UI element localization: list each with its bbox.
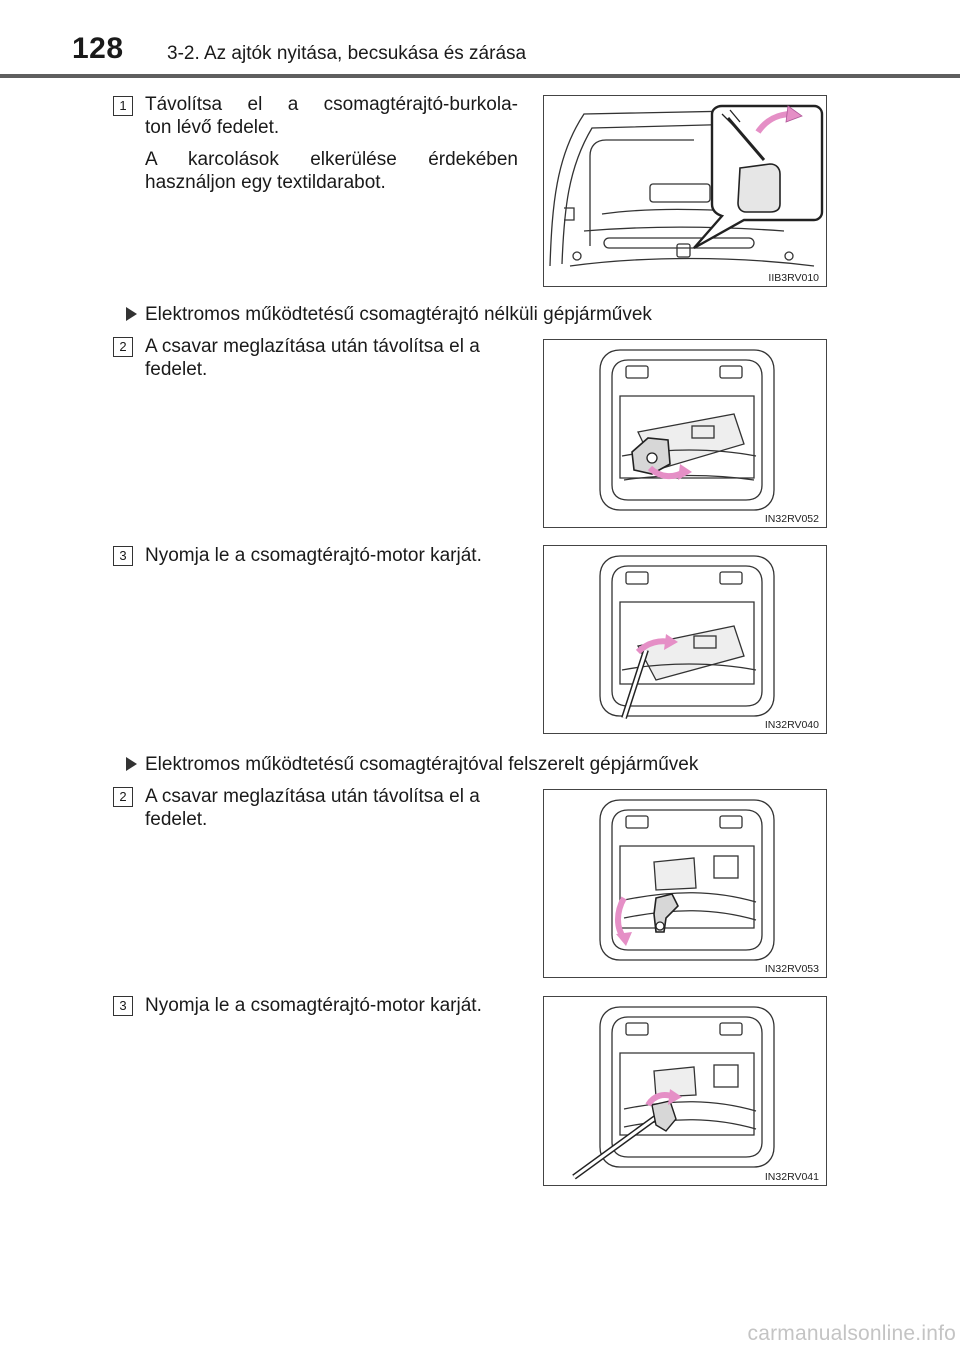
page-header <box>0 0 960 80</box>
figure-push-lever <box>543 545 827 734</box>
figure-code: IIB3RV010 <box>768 272 819 284</box>
step-number-badge: 1 <box>113 96 133 116</box>
step-number-badge: 2 <box>113 787 133 807</box>
note-line: használjon egy textildarabot. <box>145 172 386 193</box>
figure-code: IN32RV040 <box>764 719 819 731</box>
step-number-badge: 3 <box>113 996 133 1016</box>
vehicle-variant-heading <box>126 753 698 776</box>
note-line: A karcolások elkerülése érdekében <box>145 149 518 170</box>
instruction-line: fedelet. <box>145 359 208 380</box>
service-hole-illustration <box>544 790 827 978</box>
figure-code: IN32RV052 <box>764 513 819 525</box>
figure-remove-cover-power <box>543 789 827 978</box>
triangle-bullet-icon <box>126 757 137 771</box>
tailgate-illustration <box>544 96 827 287</box>
instruction-line: fedelet. <box>145 809 208 830</box>
step-instruction <box>145 335 518 381</box>
service-hole-illustration <box>544 340 827 528</box>
instruction-line: A csavar meglazítása után távolítsa el a <box>145 786 480 807</box>
step-note <box>145 148 518 194</box>
figure-push-lever-power <box>543 996 827 1186</box>
step-instruction <box>145 544 518 567</box>
header-rule <box>0 74 960 78</box>
instruction-line: ton lévő fedelet. <box>145 117 280 138</box>
figure-code: IN32RV041 <box>764 1171 819 1183</box>
step-instruction <box>145 994 518 1017</box>
instruction-line: A csavar meglazítása után távolítsa el a <box>145 336 480 357</box>
service-hole-illustration <box>544 546 827 734</box>
step-number-badge: 2 <box>113 337 133 357</box>
figure-code: IN32RV053 <box>764 963 819 975</box>
instruction-line: Távolítsa el a csomagtérajtó-burkola- <box>145 94 518 115</box>
page-number: 128 <box>72 32 124 65</box>
vehicle-variant-heading <box>126 303 652 326</box>
step-instruction <box>145 93 518 139</box>
service-hole-illustration <box>544 997 827 1186</box>
instruction-line: Nyomja le a csomagtérajtó-motor karját. <box>145 995 482 1016</box>
section-title: 3-2. Az ajtók nyitása, becsukása és zárása <box>167 43 527 64</box>
bullet-text: Elektromos működtetésű csomagtérajtó nélküli gépjárművek <box>145 304 652 325</box>
pink-arrow-icon <box>618 898 624 938</box>
figure-trim-cover <box>543 95 827 287</box>
watermark: carmanualsonline.info <box>747 1322 956 1345</box>
bullet-text: Elektromos működtetésű csomagtérajtóval felszerelt gépjárművek <box>145 754 699 775</box>
figure-remove-cover <box>543 339 827 528</box>
instruction-line: Nyomja le a csomagtérajtó-motor karját. <box>145 545 482 566</box>
step-instruction <box>145 785 518 831</box>
step-number-badge: 3 <box>113 546 133 566</box>
triangle-bullet-icon <box>126 307 137 321</box>
